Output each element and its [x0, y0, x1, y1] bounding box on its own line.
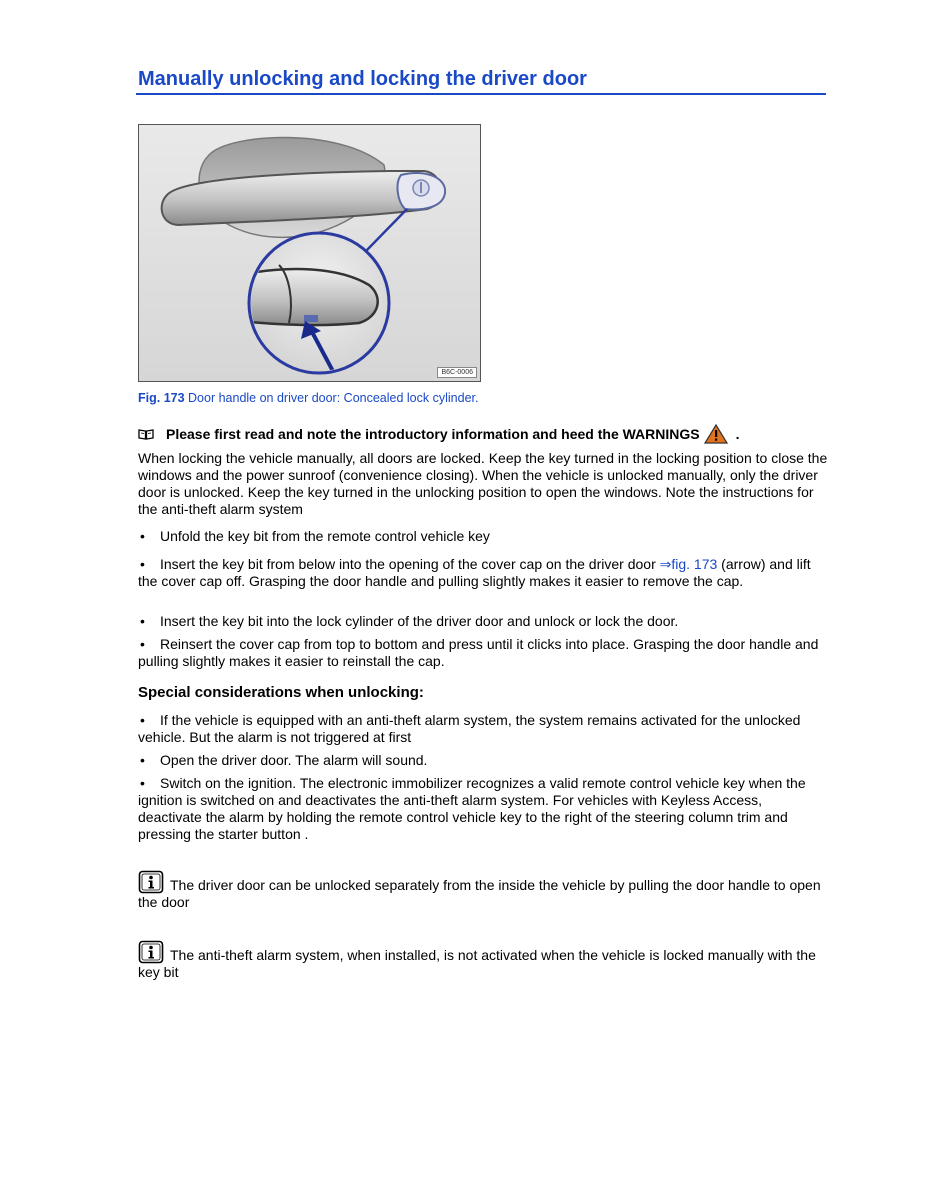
step-text: Insert the key bit into the lock cylinder of the driver door and unlock or lock the door. [160, 613, 679, 629]
bullet-icon: • [140, 712, 145, 728]
info-note [138, 940, 828, 981]
page-title: Manually unlocking and locking the driver door [138, 68, 587, 90]
step-text: (arrow) and lift the cover cap off. Grasping the door handle and pulling slightly makes it easier to remove the cap. [138, 556, 811, 589]
bullet-icon: • [140, 775, 145, 791]
figure-caption-label: Fig. 173 [138, 391, 185, 405]
bullet-icon: • [140, 556, 145, 572]
info-note-text: The driver door can be unlocked separately from the inside the vehicle by pulling the door handle to open the door [138, 877, 821, 910]
special-considerations-heading: Special considerations when unlocking: [138, 684, 424, 701]
special-item [138, 775, 828, 843]
figure-caption [138, 391, 478, 405]
title-underline [136, 93, 826, 95]
info-note-text: The anti-theft alarm system, when installed, is not activated when the vehicle is locked manually with the key bit [138, 947, 816, 980]
door-handle-figure [138, 124, 481, 382]
step-item [138, 636, 828, 670]
special-text: If the vehicle is equipped with an anti-theft alarm system, the system remains activated for the unlocked vehicle. But the alarm is not triggered at first [138, 712, 801, 745]
intro-paragraph: When locking the vehicle manually, all doors are locked. Keep the key turned in the locking position to close the windows and the power sunroof (convenience closing). When the vehicle is unlocked manually, only the driver door is unlocked. Keep the key turned in the unlocking position to open the windows. Note the instructions for the anti-theft alarm system [138, 450, 828, 517]
book-icon [138, 428, 154, 440]
step-text: Reinsert the cover cap from top to bottom and press until it clicks into place. Grasping the door handle and pulling slightly makes it easier to reinstall the cap. [138, 636, 819, 669]
notice-text: Please first read and note the introductory information and heed the WARNINGS [166, 426, 700, 442]
step-text: Unfold the key bit from the remote control vehicle key [160, 528, 490, 544]
info-icon [138, 870, 164, 894]
special-item [138, 712, 828, 746]
image-code-label: B6C-0006 [437, 367, 477, 378]
step-item [138, 528, 828, 545]
bullet-icon: • [140, 528, 145, 544]
step-item [138, 556, 828, 590]
bullet-icon: • [140, 636, 145, 652]
special-text: Open the driver door. The alarm will sound. [160, 752, 428, 768]
info-note [138, 870, 828, 911]
door-handle-illustration [139, 125, 480, 381]
special-item [138, 752, 828, 769]
special-text: Switch on the ignition. The electronic immobilizer recognizes a valid remote control vehicle key when the ignition is switched on and deactivates the anti-theft alarm system. For vehicles with Keyless Access, deactivate the alarm by holding the remote control vehicle key to the right of the steering column trim and pressing the starter button . [138, 775, 806, 842]
info-icon [138, 940, 164, 964]
read-warnings-notice [138, 424, 838, 444]
bullet-icon: • [140, 613, 145, 629]
step-item [138, 613, 828, 630]
bullet-icon: • [140, 752, 145, 768]
notice-trailing: . [735, 426, 740, 442]
warning-triangle-icon[interactable] [704, 424, 728, 444]
figure-caption-text: Door handle on driver door: Concealed lock cylinder. [184, 391, 479, 405]
step-text: Insert the key bit from below into the opening of the cover cap on the driver door [160, 556, 660, 572]
figure-reference-link[interactable]: ⇒fig. 173 [659, 556, 718, 572]
